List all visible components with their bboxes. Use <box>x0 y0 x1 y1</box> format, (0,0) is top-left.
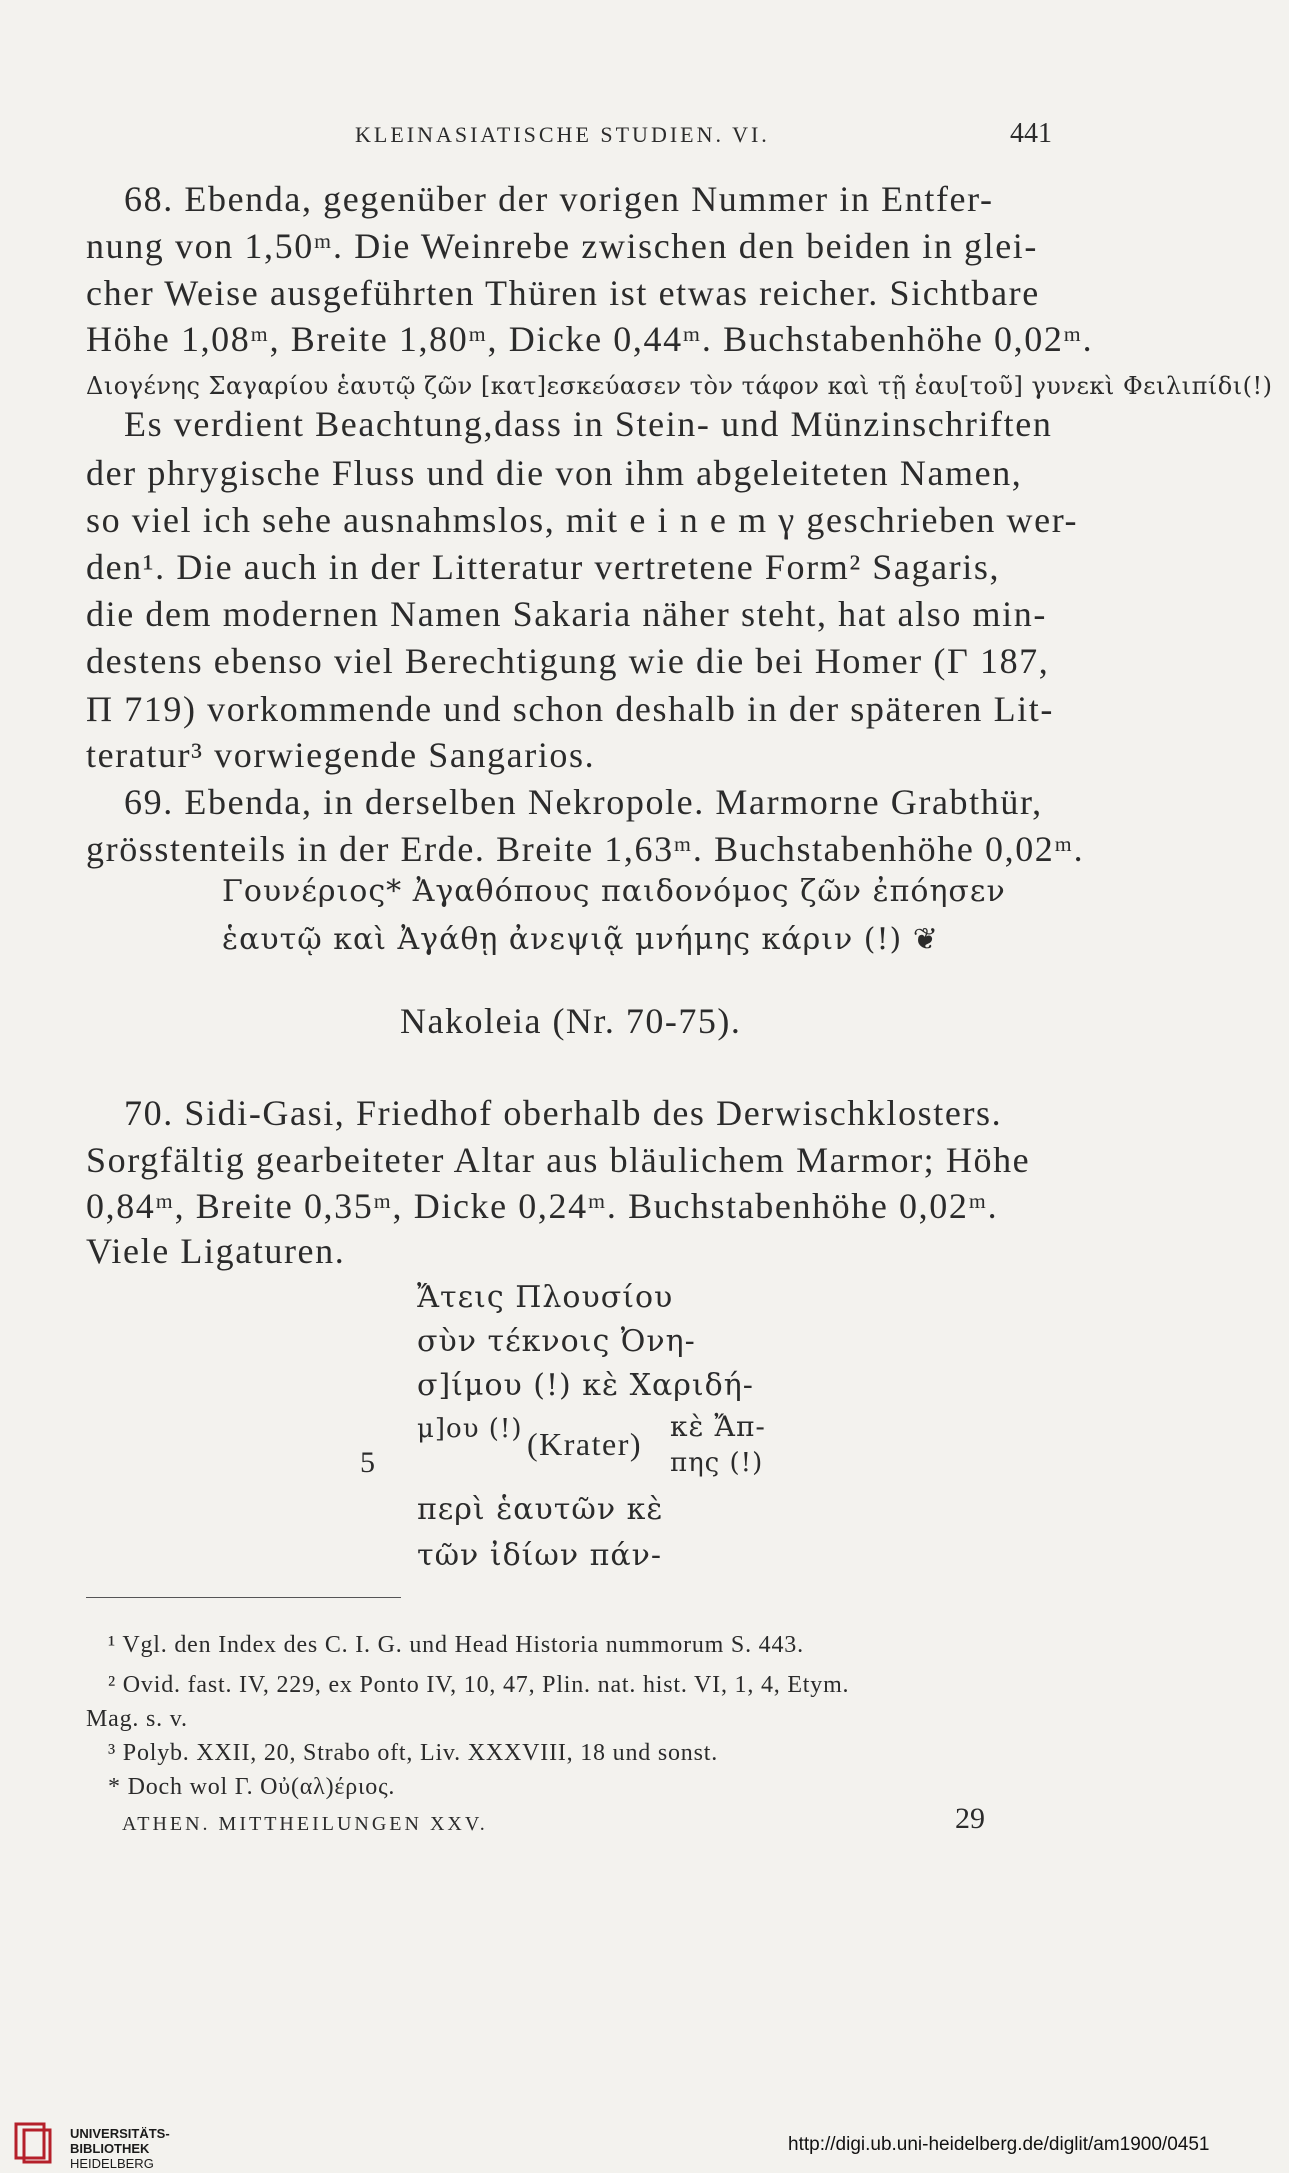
text-line: Π 719) vorkommende und schon deshalb in der späteren Lit- <box>86 689 1054 729</box>
inscription-line: περὶ ἑαυτῶν κὲ <box>417 1492 664 1527</box>
text-line: die dem modernen Namen Sakaria näher steht, hat also min- <box>86 594 1047 634</box>
text-line: Höhe 1,08ᵐ, Breite 1,80ᵐ, Dicke 0,44ᵐ. Buchstabenhöhe 0,02ᵐ. <box>86 319 1094 359</box>
greek-inscription-line: Γουνέριος* Ἀγαθόπους παιδονόμος ζῶν ἐπόησεν <box>222 874 1006 909</box>
source-url-link[interactable]: http://digi.ub.uni-heidelberg.de/diglit/am1900/0451 <box>788 2134 1210 2155</box>
line-number: 5 <box>360 1446 375 1479</box>
text-line: 70. Sidi-Gasi, Friedhof oberhalb des Derwischklosters. <box>124 1093 1003 1133</box>
footnote-3: ³ Polyb. XXII, 20, Strabo oft, Liv. XXXVIII, 18 und sonst. <box>108 1740 719 1766</box>
library-logo-icon <box>14 2122 52 2164</box>
inscription-line: μ]ου (!) <box>417 1414 523 1444</box>
text-line: der phrygische Fluss und die von ihm abgeleiteten Namen, <box>86 453 1023 493</box>
krater-note: (Krater) <box>527 1426 643 1462</box>
inscription-line: κὲ Ἄπ- <box>670 1410 766 1443</box>
footnote-2-cont: Mag. s. v. <box>86 1706 188 1732</box>
sheet-signature: 29 <box>955 1802 985 1835</box>
page-number: 441 <box>1010 118 1052 149</box>
text-line: nung von 1,50ᵐ. Die Weinrebe zwischen den beiden in glei- <box>86 226 1039 266</box>
text-line: Viele Ligaturen. <box>86 1231 346 1271</box>
library-name: UNIVERSITÄTS- BIBLIOTHEK HEIDELBERG <box>70 2126 170 2171</box>
greek-inscription-line: ἑαυτῷ καὶ Ἀγάθῃ ἀνεψιᾷ μνήμης κάριν (!) ❦ <box>222 922 939 957</box>
text-line: grösstenteils in der Erde. Breite 1,63ᵐ. Buchstabenhöhe 0,02ᵐ. <box>86 829 1085 869</box>
text-line: 69. Ebenda, in derselben Nekropole. Marmorne Grabthür, <box>124 782 1043 822</box>
text-line: den¹. Die auch in der Litteratur vertretene Form² Sagaris, <box>86 547 1001 587</box>
text-line: Sorgfältig gearbeiteter Altar aus bläulichem Marmor; Höhe <box>86 1140 1031 1180</box>
inscription-line: τῶν ἰδίων πάν- <box>417 1538 663 1573</box>
inscription-line: πης (!) <box>670 1448 764 1478</box>
footnote-2: ² Ovid. fast. IV, 229, ex Ponto IV, 10, 47, Plin. nat. hist. VI, 1, 4, Etym. <box>108 1672 850 1698</box>
text-line: 0,84ᵐ, Breite 0,35ᵐ, Dicke 0,24ᵐ. Buchstabenhöhe 0,02ᵐ. <box>86 1186 999 1226</box>
text-line: teratur³ vorwiegende Sangarios. <box>86 735 596 775</box>
text-line: cher Weise ausgeführten Thüren ist etwas reicher. Sichtbare <box>86 273 1040 313</box>
footnote-rule <box>86 1597 401 1598</box>
inscription-line: Ἄτεις Πλουσίου <box>417 1280 674 1315</box>
text-line: 68. Ebenda, gegenüber der vorigen Nummer in Entfer- <box>124 179 994 219</box>
footnote-1: ¹ Vgl. den Index des C. I. G. und Head Historia nummorum S. 443. <box>108 1632 804 1658</box>
section-heading: Nakoleia (Nr. 70-75). <box>400 1001 742 1041</box>
footnote-4: * Doch wol Γ. Οὐ(αλ)έριος. <box>108 1774 396 1800</box>
inscription-line: σ]ίμου (!) κὲ Χαριδή- <box>417 1368 754 1403</box>
running-title: KLEINASIATISCHE STUDIEN. VI. <box>355 122 770 147</box>
text-line: Es verdient Beachtung,dass in Stein- und Münzinschriften <box>124 404 1053 444</box>
greek-inscription: Διογένης Σαγαρίου ἑαυτῷ ζῶν [κατ]εσκεύασεν τὸν τάφον καὶ τῇ ἑαυ[τοῦ] γυνεκὶ Φειλιπίδι(!) <box>86 372 1273 400</box>
text-line: so viel ich sehe ausnahmslos, mit e i n e m γ geschrieben wer- <box>86 500 1079 540</box>
journal-signature: ATHEN. MITTHEILUNGEN XXV. <box>122 1813 488 1835</box>
text-line: destens ebenso viel Berechtigung wie die bei Homer (Γ 187, <box>86 641 1050 681</box>
inscription-line: σὺν τέκνοις Ὀνη- <box>417 1324 696 1359</box>
